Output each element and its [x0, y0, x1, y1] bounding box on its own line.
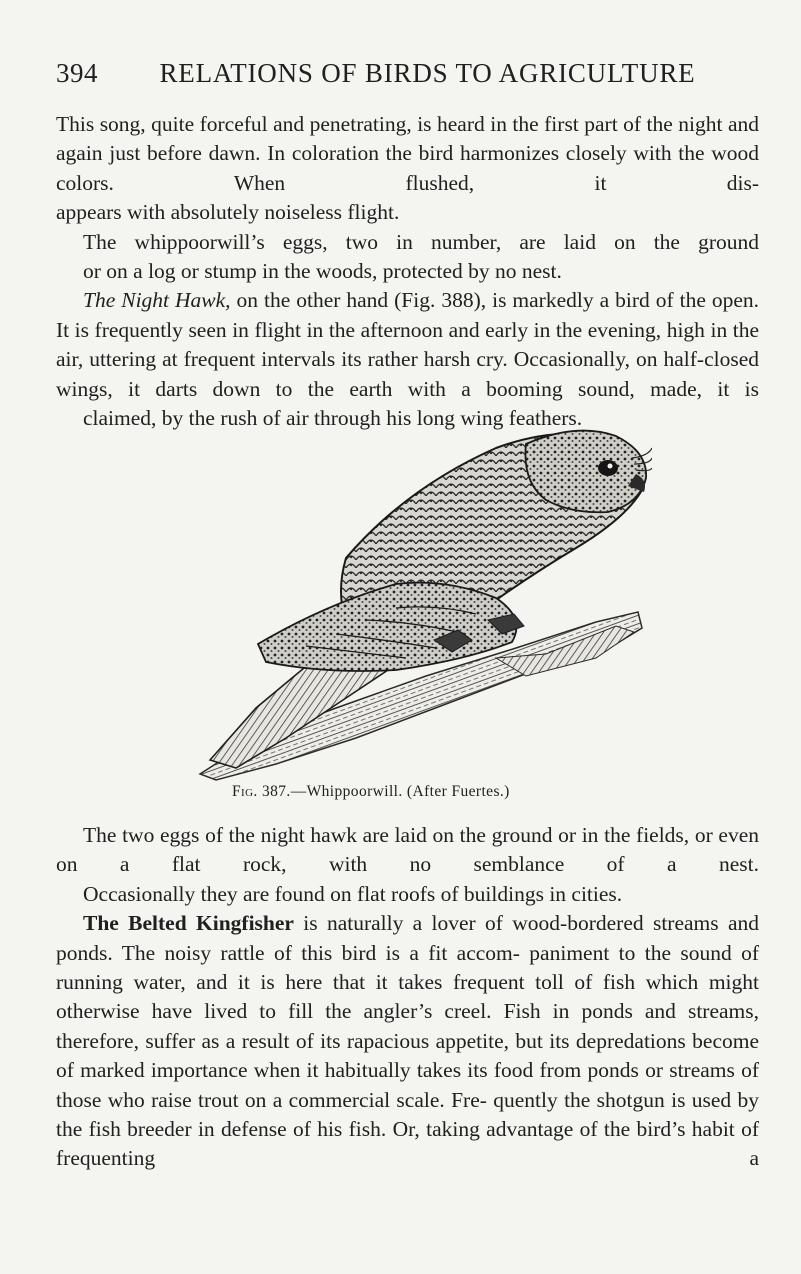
text-line: bird of the open. It is frequently seen in flight in the afternoon — [56, 288, 760, 342]
text-line: streams and ponds. The noisy rattle of this bird is a fit accom- — [56, 911, 759, 965]
text-line: it darts down to the earth with a booming sound, made, it is — [128, 376, 759, 401]
text-line: or streams of those who raise trout on a commercial scale. Fre- — [56, 1058, 760, 1112]
text-line: fill the angler’s creel. Fish in ponds and streams, therefore, suffer — [56, 999, 760, 1053]
text-line: and early in the evening, high in the air, uttering at frequent — [56, 317, 760, 372]
text-line: quently the shotgun is used by the fish breeder in defense of his — [56, 1087, 760, 1142]
text-line: or on a log or stump in the woods, protected by no nest. — [83, 259, 562, 284]
paragraph-song — [56, 110, 759, 228]
text-line: The whippoorwill’s eggs, two in number, are laid on the ground — [83, 229, 759, 254]
text-line: Occasionally they are found on flat roofs of buildings in cities. — [83, 881, 623, 906]
text-line: harmonizes closely with the wood colors. When flushed, it dis- — [56, 141, 760, 195]
figure-label: Fig. 387. — [232, 783, 291, 800]
text-line: the fields, or even on a flat rock, with no semblance of a nest. — [56, 823, 759, 877]
text-line: of the night and again just before dawn. In coloration the bird — [56, 112, 759, 166]
bold-term: The Belted Kingfisher — [83, 911, 294, 936]
figure-caption-text: —Whippoorwill. (After Fuertes.) — [290, 783, 510, 800]
bottom-text-block — [56, 821, 759, 1174]
paragraph-kingfisher — [56, 909, 759, 1174]
whippoorwill-figure — [196, 408, 652, 784]
page-number: 394 — [56, 58, 98, 88]
text-line: is naturally a lover of wood-bordered — [293, 911, 644, 936]
paragraph-eggs — [56, 228, 759, 287]
text-line: on the other hand (Fig. 388), is markedly a — [230, 288, 610, 313]
text-line: paniment to the sound of running water, and it is here that it — [56, 940, 759, 995]
running-head: RELATIONS OF BIRDS TO AGRICULTURE — [159, 58, 696, 88]
text-line: claimed, by the rush of air through his long wing feathers. — [83, 406, 583, 431]
text-line: of marked importance when it habitually takes its food from ponds — [56, 1058, 639, 1083]
text-line: This song, quite forceful and penetrating, is heard in the first part — [56, 112, 618, 136]
figure-caption — [232, 783, 622, 801]
text-line: as a result of its rapacious appetite, but its depredations become — [201, 1028, 760, 1053]
text-line: takes frequent toll of fish which might otherwise have lived to — [56, 970, 760, 1024]
italic-term: The Night Hawk, — [83, 288, 231, 313]
text-line: intervals its rather harsh cry. Occasionally, on half-closed wings, — [56, 347, 759, 401]
top-text-block — [56, 110, 759, 433]
text-line: The two eggs of the night hawk are laid on the ground or in — [83, 823, 599, 847]
paragraph-night-hawk-eggs — [56, 821, 759, 909]
text-line: fish. Or, taking advantage of the bird’s habit of frequenting a — [56, 1117, 760, 1171]
page-header — [56, 58, 756, 94]
whippoorwill-illustration-icon — [196, 408, 652, 784]
text-line: appears with absolutely noiseless flight. — [56, 200, 400, 225]
